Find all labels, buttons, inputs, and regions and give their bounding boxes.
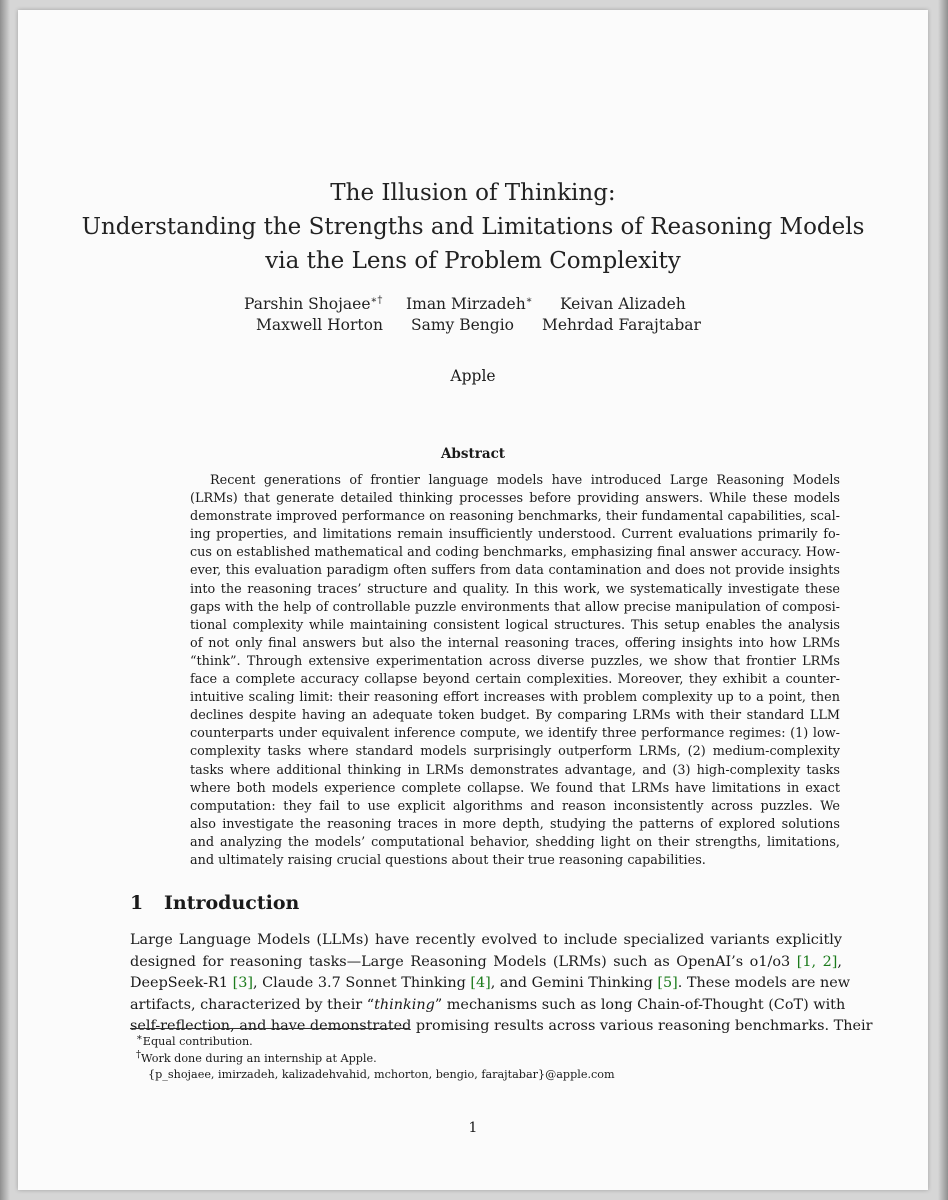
footnotes <box>136 1034 615 1084</box>
title-line-3: via the Lens of Problem Complexity <box>265 248 681 274</box>
introduction-paragraph <box>130 930 873 1038</box>
abstract-line: computation: they fail to use explicit algorithms and reason inconsistently across puzzles. We <box>190 798 840 814</box>
footnote-rule <box>130 1028 408 1029</box>
citation-link[interactable]: [5] <box>657 975 678 991</box>
abstract-line: tional complexity while maintaining consistent logical structures. This setup enables the analysis <box>190 617 840 633</box>
section-title: Introduction <box>164 892 300 914</box>
abstract-line: gaps with the help of controllable puzzle environments that allow precise manipulation of composi- <box>190 599 840 615</box>
author-mehrdad-farajtabar: Mehrdad Farajtabar <box>542 316 701 334</box>
abstract-line: intuitive scaling limit: their reasoning effort increases with problem complexity up to a point, then <box>190 690 840 706</box>
abstract-line: counterparts under equivalent inference compute, we identify three performance regimes: (1) low- <box>190 726 840 742</box>
author-parshin-shojaee: Parshin Shojaee∗† <box>244 294 383 313</box>
author-mark: ∗ <box>525 294 533 306</box>
abstract-line: cus on established mathematical and coding benchmarks, emphasizing final answer accuracy. How- <box>190 545 840 561</box>
author-mark: ∗† <box>370 294 383 306</box>
author-samy-bengio: Samy Bengio <box>411 316 514 334</box>
abstract-line: where both models experience complete collapse. We found that LRMs have limitations in exact <box>190 780 840 796</box>
abstract-heading: Abstract <box>440 446 506 462</box>
section-number: 1 <box>130 892 144 914</box>
abstract-line: demonstrate improved performance on reasoning benchmarks, their fundamental capabilities, scal- <box>190 509 840 525</box>
citation-link[interactable]: [3] <box>232 975 253 991</box>
body-line: designed for reasoning tasks—Large Reasoning Models (LRMs) such as OpenAI’s o1/o3 [1, 2], <box>130 953 842 970</box>
abstract-line: and ultimately raising crucial questions about their true reasoning capabilities. <box>190 852 706 868</box>
title-line-2: Understanding the Strengths and Limitations of Reasoning Models <box>81 214 865 240</box>
abstract-line: tasks where additional thinking in LRMs demonstrates advantage, and (3) high-complexity tasks <box>190 762 840 778</box>
abstract-line: of not only final answers but also the internal reasoning traces, offering insights into how LRMs <box>190 635 840 651</box>
abstract-line: declines despite having an adequate token budget. By comparing LRMs with their standard LLM <box>190 708 840 724</box>
abstract-line: ever, this evaluation paradigm often suffers from data contamination and does not provide insights <box>190 563 840 579</box>
body-line: artifacts, characterized by their “thinking” mechanisms such as long Chain-of-Thought (CoT) with <box>130 996 846 1013</box>
emphasis: thinking <box>374 996 435 1013</box>
body-line: DeepSeek-R1 [3], Claude 3.7 Sonnet Thinking [4], and Gemini Thinking [5]. These models are new <box>130 975 851 991</box>
abstract-line: Recent generations of frontier language models have introduced Large Reasoning Models <box>210 473 840 488</box>
abstract-body <box>190 472 840 870</box>
author-keivan-alizadeh: Keivan Alizadeh <box>560 295 686 313</box>
abstract-line: into the reasoning traces’ structure and quality. In this work, we systematically investigate these <box>190 581 840 597</box>
citation-link[interactable]: [1, 2] <box>796 953 838 970</box>
body-line: self-reflection, and have demonstrated promising results across various reasoning benchmarks. Their <box>130 1018 873 1034</box>
abstract-line: ing properties, and limitations remain insufficiently understood. Current evaluations primarily fo- <box>190 527 840 543</box>
title-line-1: The Illusion of Thinking: <box>330 180 616 206</box>
citation-link[interactable]: [4] <box>470 975 491 991</box>
footnote-internship: †Work done during an internship at Apple. <box>136 1048 377 1065</box>
affiliation: Apple <box>450 367 496 385</box>
footnote-emails: {p_shojaee, imirzadeh, kalizadehvahid, mchorton, bengio, farajtabar}@apple.com <box>148 1068 615 1081</box>
paper-title <box>18 176 928 278</box>
abstract-line: “think”. Through extensive experimentation across diverse puzzles, we show that frontier LRMs <box>190 653 840 669</box>
abstract-line: (LRMs) that generate detailed thinking processes before providing answers. While these models <box>190 491 840 507</box>
abstract-line: face a complete accuracy collapse beyond certain complexities. Moreover, they exhibit a counter- <box>190 672 840 688</box>
abstract-line: also investigate the reasoning traces in more depth, studying the patterns of explored solutions <box>190 816 840 832</box>
abstract-line: complexity tasks where standard models surprisingly outperform LRMs, (2) medium-complexity <box>190 744 840 760</box>
body-line: Large Language Models (LLMs) have recently evolved to include specialized variants explicitly <box>130 932 842 948</box>
author-maxwell-horton: Maxwell Horton <box>256 316 383 334</box>
footnote-equal-contribution: ∗Equal contribution. <box>136 1032 253 1048</box>
author-iman-mirzadeh: Iman Mirzadeh∗ <box>406 294 533 313</box>
page-number: 1 <box>468 1120 478 1136</box>
abstract-line: and analyzing the models’ computational behavior, shedding light on their strengths, limitations, <box>190 834 840 850</box>
section-heading-introduction <box>130 892 299 914</box>
paper-page <box>18 10 928 1190</box>
